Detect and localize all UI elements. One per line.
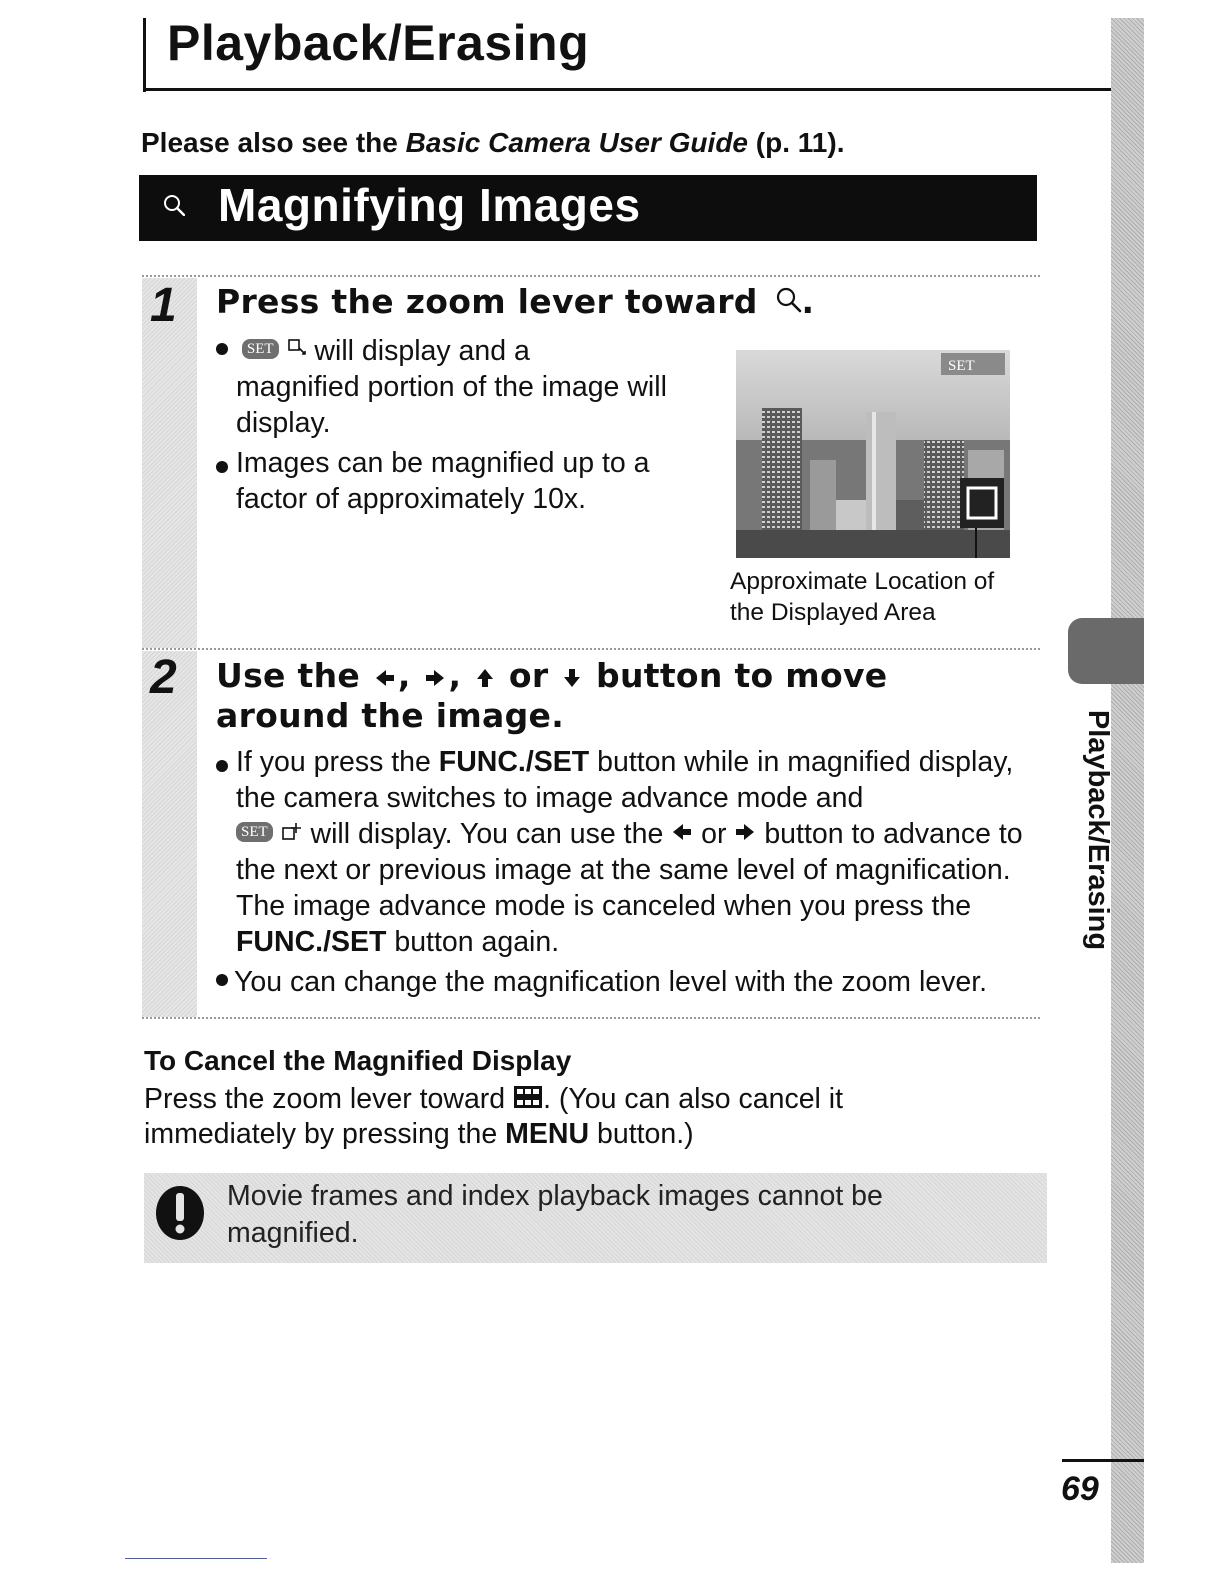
see-also-line (141, 127, 844, 159)
see-also-suffix: (p. 11). (748, 127, 845, 158)
right-arrow-icon (424, 668, 446, 688)
set-badge-icon: SET (242, 339, 279, 359)
step2-b1-func-set-2: FUNC./SET (236, 926, 387, 958)
magnify-icon (776, 287, 802, 313)
step2-number-column (142, 651, 197, 1017)
step2-bottom-rule (142, 1017, 1040, 1019)
up-arrow-icon (475, 667, 495, 689)
step1-bullet-2-text: Images can be magnified up to a factor of approximately 10x. (236, 447, 650, 515)
cancel-line2-post: button.) (589, 1118, 694, 1150)
footer-link-underline (125, 1558, 267, 1559)
step1-bullet-2 (216, 445, 696, 517)
index-view-icon (513, 1085, 543, 1109)
step1-top-rule (142, 275, 1040, 277)
page-number-rule (1062, 1459, 1144, 1462)
cancel-menu-label: MENU (505, 1118, 590, 1150)
cancel-line2-pre: immediately by pressing the (144, 1118, 506, 1150)
left-arrow-icon (374, 668, 396, 688)
step2-b1-end: button again. (386, 926, 560, 958)
step2-heading-line2: around the image. (216, 696, 565, 735)
title-bar-mark (143, 18, 146, 92)
step2-number: 2 (150, 651, 177, 704)
step1-heading (216, 282, 814, 321)
step1-heading-text: Press the zoom lever toward (216, 282, 758, 321)
step2-heading: Use the , , or button to move around the image. (216, 656, 1076, 736)
step2-b1-or: or (693, 818, 735, 850)
step1-bullet-1-line1: will display and a (306, 335, 530, 367)
caution-note-line2: magnified. (227, 1217, 359, 1249)
step2-bullet-1 (216, 744, 1036, 960)
bullet-dot (216, 343, 228, 355)
section-title: Magnifying Images (218, 179, 641, 231)
caution-note-text (227, 1178, 883, 1252)
cancel-line1-post: . (You can also cancel it (543, 1083, 844, 1115)
bullet-dot (216, 974, 228, 986)
caution-icon (152, 1183, 208, 1243)
image-caption-line1: Approximate Location of (730, 568, 995, 595)
image-caption-line2: the Displayed Area (730, 599, 936, 626)
step2-heading-pre: Use the (216, 656, 361, 695)
photo-set-badge: SET (948, 358, 975, 374)
step2-b1-after-badge: will display. You can use the (302, 818, 672, 850)
down-arrow-icon (562, 667, 582, 689)
cancel-body (144, 1082, 843, 1152)
image-caption (730, 566, 994, 628)
step1-bullet-1 (216, 333, 706, 441)
step2-bullet-2 (216, 964, 1046, 1000)
see-also-prefix: Please also see the (141, 127, 406, 158)
magnify-mode-icon (287, 338, 307, 358)
bullet-dot (216, 461, 228, 473)
step2-b1-mid: button while in magnified display, the camera switches to image advance mode and (236, 746, 1014, 814)
step2-heading-post: button to move (596, 656, 888, 695)
chapter-tab-label: Playback/Erasing (1082, 709, 1114, 951)
step2-b1-pre: If you press the (236, 746, 439, 778)
step2-top-rule (142, 648, 1040, 650)
step1-number: 1 (150, 279, 177, 332)
step2-b1-func-set: FUNC./SET (438, 746, 590, 778)
magnify-icon (163, 194, 185, 216)
cancel-line1-pre: Press the zoom lever toward (144, 1083, 514, 1115)
step1-bullet-1-rest: magnified portion of the image will display. (236, 371, 667, 439)
chapter-tab (1068, 618, 1144, 684)
step1-number-column (142, 278, 197, 648)
bullet-dot (216, 760, 228, 772)
magnified-city-image (736, 350, 1010, 558)
see-also-guide: Basic Camera User Guide (405, 127, 748, 158)
cancel-heading: To Cancel the Magnified Display (144, 1045, 572, 1076)
step2-b2-text: You can change the magnification level with the zoom lever. (234, 966, 988, 998)
caution-note-line1: Movie frames and index playback images cannot be (227, 1180, 883, 1212)
set-badge-icon: SET (236, 822, 273, 842)
step2-b1-after-arrows: button to advance to the next or previous image at the same level of magnification. The image advance mode is canceled when you press the (236, 818, 1023, 922)
step2-heading-or: or (508, 656, 549, 695)
image-advance-icon (281, 821, 303, 841)
step1-heading-end: . (801, 282, 815, 321)
page-title: Playback/Erasing (167, 15, 590, 71)
right-arrow-icon (734, 822, 756, 842)
left-arrow-icon (671, 822, 693, 842)
page-number: 69 (1061, 1470, 1099, 1508)
title-rule (143, 88, 1143, 91)
